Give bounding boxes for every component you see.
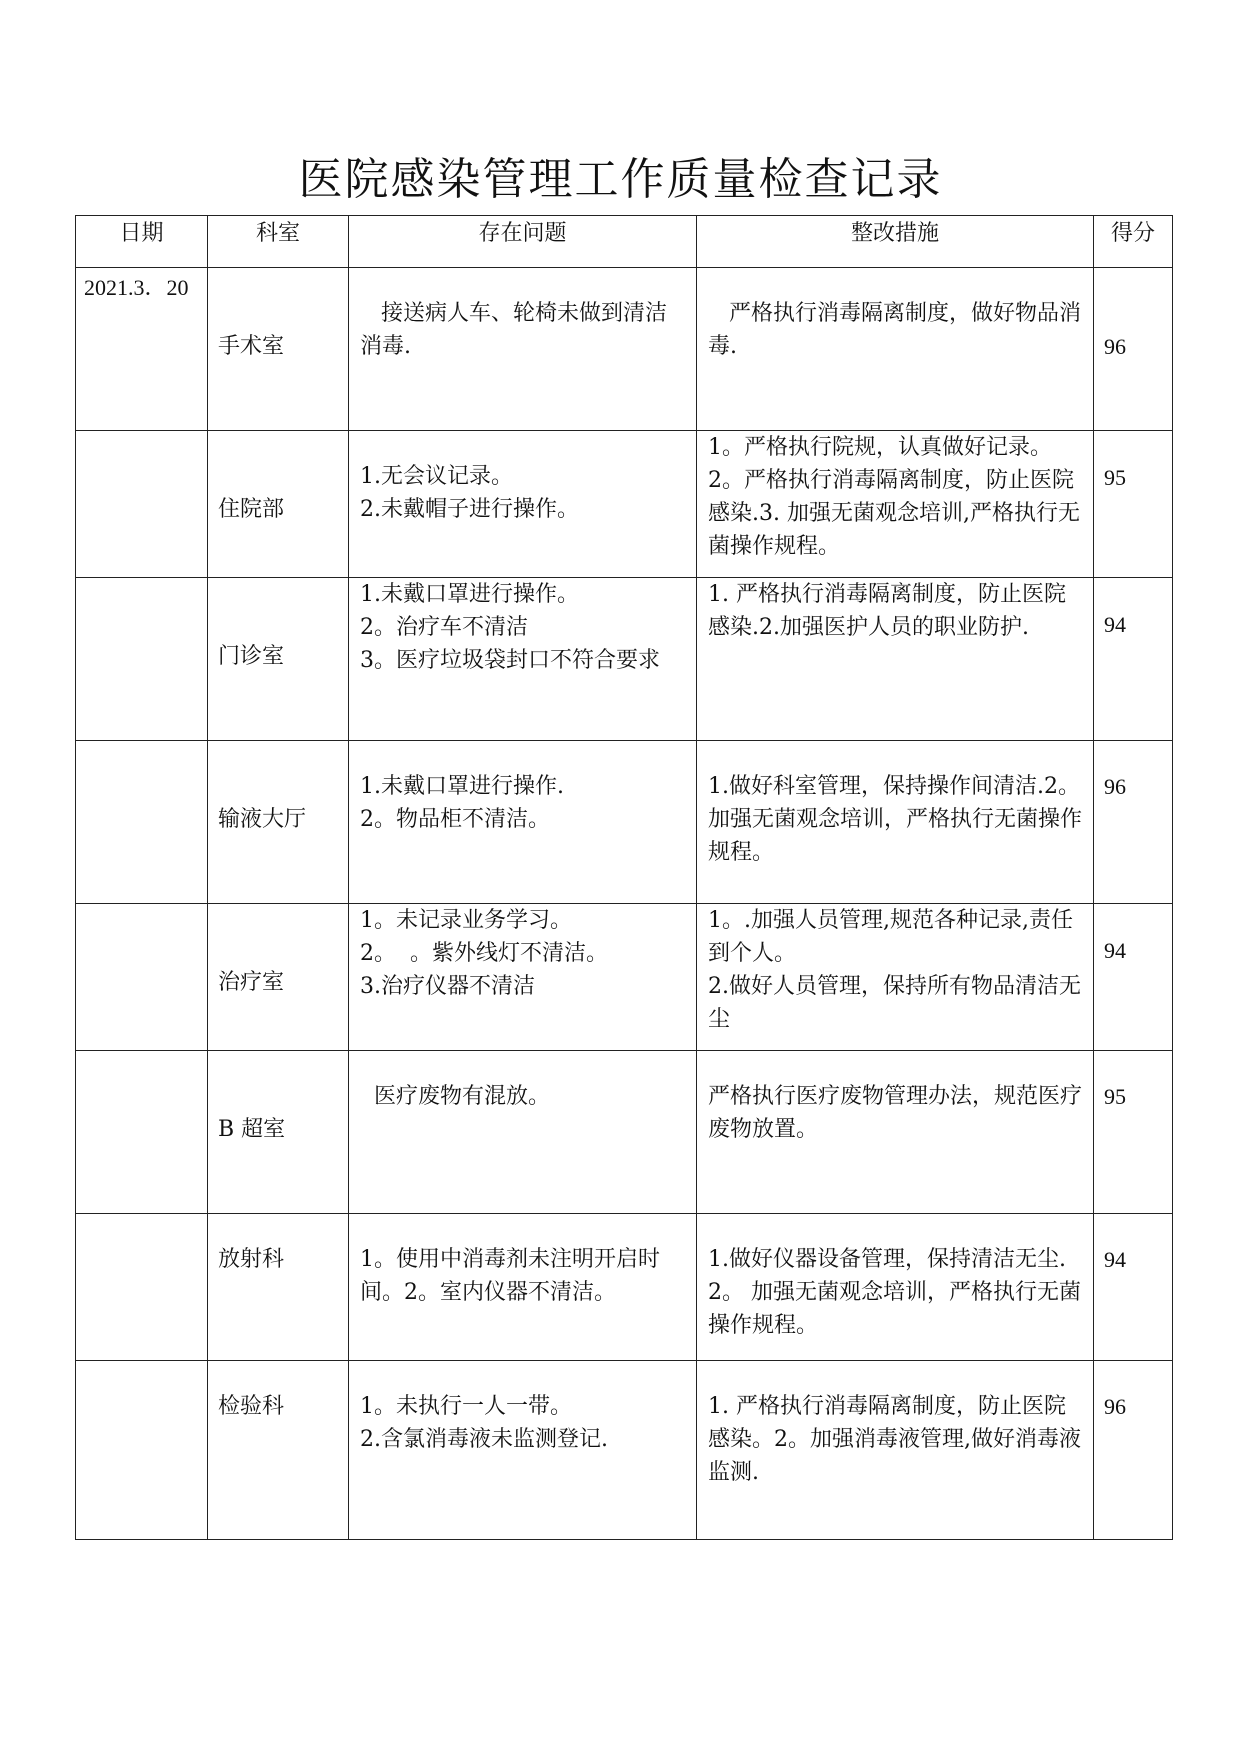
row-date xyxy=(76,578,207,581)
table-row xyxy=(76,904,1173,1051)
table-row xyxy=(76,1051,1173,1214)
row-fix: 严格执行医疗废物管理办法，规范医疗废物放置。 xyxy=(708,1084,1083,1142)
row-issue: 医疗废物有混放。 xyxy=(360,1084,551,1109)
row-date xyxy=(76,1051,207,1054)
table-row xyxy=(76,1214,1173,1361)
header-score: 得分 xyxy=(1094,216,1173,268)
row-issue: 1。未执行一人一带。 2.含氯消毒液未监测登记. xyxy=(360,1394,608,1452)
row-fix: 1. 严格执行消毒隔离制度，防止医院感染.2.加强医护人员的职业防护. xyxy=(708,582,1066,640)
header-date: 日期 xyxy=(76,216,208,268)
row-score: 96 xyxy=(1104,774,1126,799)
row-fix: 1。严格执行院规，认真做好记录。 2。严格执行消毒隔离制度，防止医院感染.3. 加强无菌观念培训,严格执行无菌操作规程。 xyxy=(708,435,1080,559)
row-dept: 门诊室 xyxy=(218,644,285,669)
document-title: 医院感染管理工作质量检查记录 xyxy=(298,154,943,205)
row-dept: 手术室 xyxy=(218,334,285,359)
table-row xyxy=(76,1361,1173,1540)
row-issue: 1.未戴口罩进行操作。 2。治疗车不清洁 3。医疗垃圾袋封口不符合要求 xyxy=(360,582,660,673)
row-fix: 1。.加强人员管理,规范各种记录,责任到个人。 2.做好人员管理，保持所有物品清洁无尘 xyxy=(708,908,1081,1032)
row-date xyxy=(76,741,207,744)
row-dept: B 超室 xyxy=(218,1117,286,1142)
row-fix: 严格执行消毒隔离制度，做好物品消毒. xyxy=(708,301,1081,359)
row-score: 94 xyxy=(1104,938,1126,963)
row-dept: 治疗室 xyxy=(218,970,285,995)
table-row xyxy=(76,741,1173,904)
row-issue: 1.未戴口罩进行操作. 2。物品柜不清洁。 xyxy=(360,774,564,832)
row-score: 95 xyxy=(1104,465,1126,490)
inspection-record-table xyxy=(75,215,1173,1540)
row-fix: 1.做好仪器设备管理，保持清洁无尘.2。 加强无菌观念培训，严格执行无菌操作规程。 xyxy=(708,1247,1081,1338)
row-score: 94 xyxy=(1104,612,1126,637)
row-score: 96 xyxy=(1104,334,1126,359)
row-score: 96 xyxy=(1104,1394,1126,1419)
row-fix: 1.做好科室管理，保持操作间清洁.2。加强无菌观念培训，严格执行无菌操作规程。 xyxy=(708,774,1083,865)
row-dept: 放射科 xyxy=(218,1247,285,1272)
table-row xyxy=(76,268,1173,431)
header-dept: 科室 xyxy=(208,216,349,268)
row-date xyxy=(76,1361,207,1364)
row-issue: 1。使用中消毒剂未注明开启时间。2。室内仪器不清洁。 xyxy=(360,1247,660,1305)
header-fix: 整改措施 xyxy=(697,216,1094,268)
header-issue: 存在问题 xyxy=(349,216,697,268)
row-date xyxy=(76,431,207,434)
row-dept: 住院部 xyxy=(218,497,285,522)
row-dept: 输液大厅 xyxy=(218,807,307,832)
row-dept: 检验科 xyxy=(218,1394,285,1419)
row-issue: 1。未记录业务学习。 2。 。紫外线灯不清洁。 3.治疗仪器不清洁 xyxy=(360,908,608,999)
row-date xyxy=(76,1214,207,1217)
row-score: 95 xyxy=(1104,1084,1126,1109)
table-row xyxy=(76,578,1173,741)
row-issue: 接送病人车、轮椅未做到清洁消毒. xyxy=(360,301,667,359)
row-date: 2021.3．20 xyxy=(84,275,189,300)
table-row xyxy=(76,431,1173,578)
table-header-row xyxy=(76,216,1173,268)
row-date xyxy=(76,904,207,907)
row-score: 94 xyxy=(1104,1247,1126,1272)
row-issue: 1.无会议记录。 2.未戴帽子进行操作。 xyxy=(360,464,579,522)
row-fix: 1. 严格执行消毒隔离制度，防止医院感染。2。加强消毒液管理,做好消毒液监测. xyxy=(708,1394,1081,1485)
